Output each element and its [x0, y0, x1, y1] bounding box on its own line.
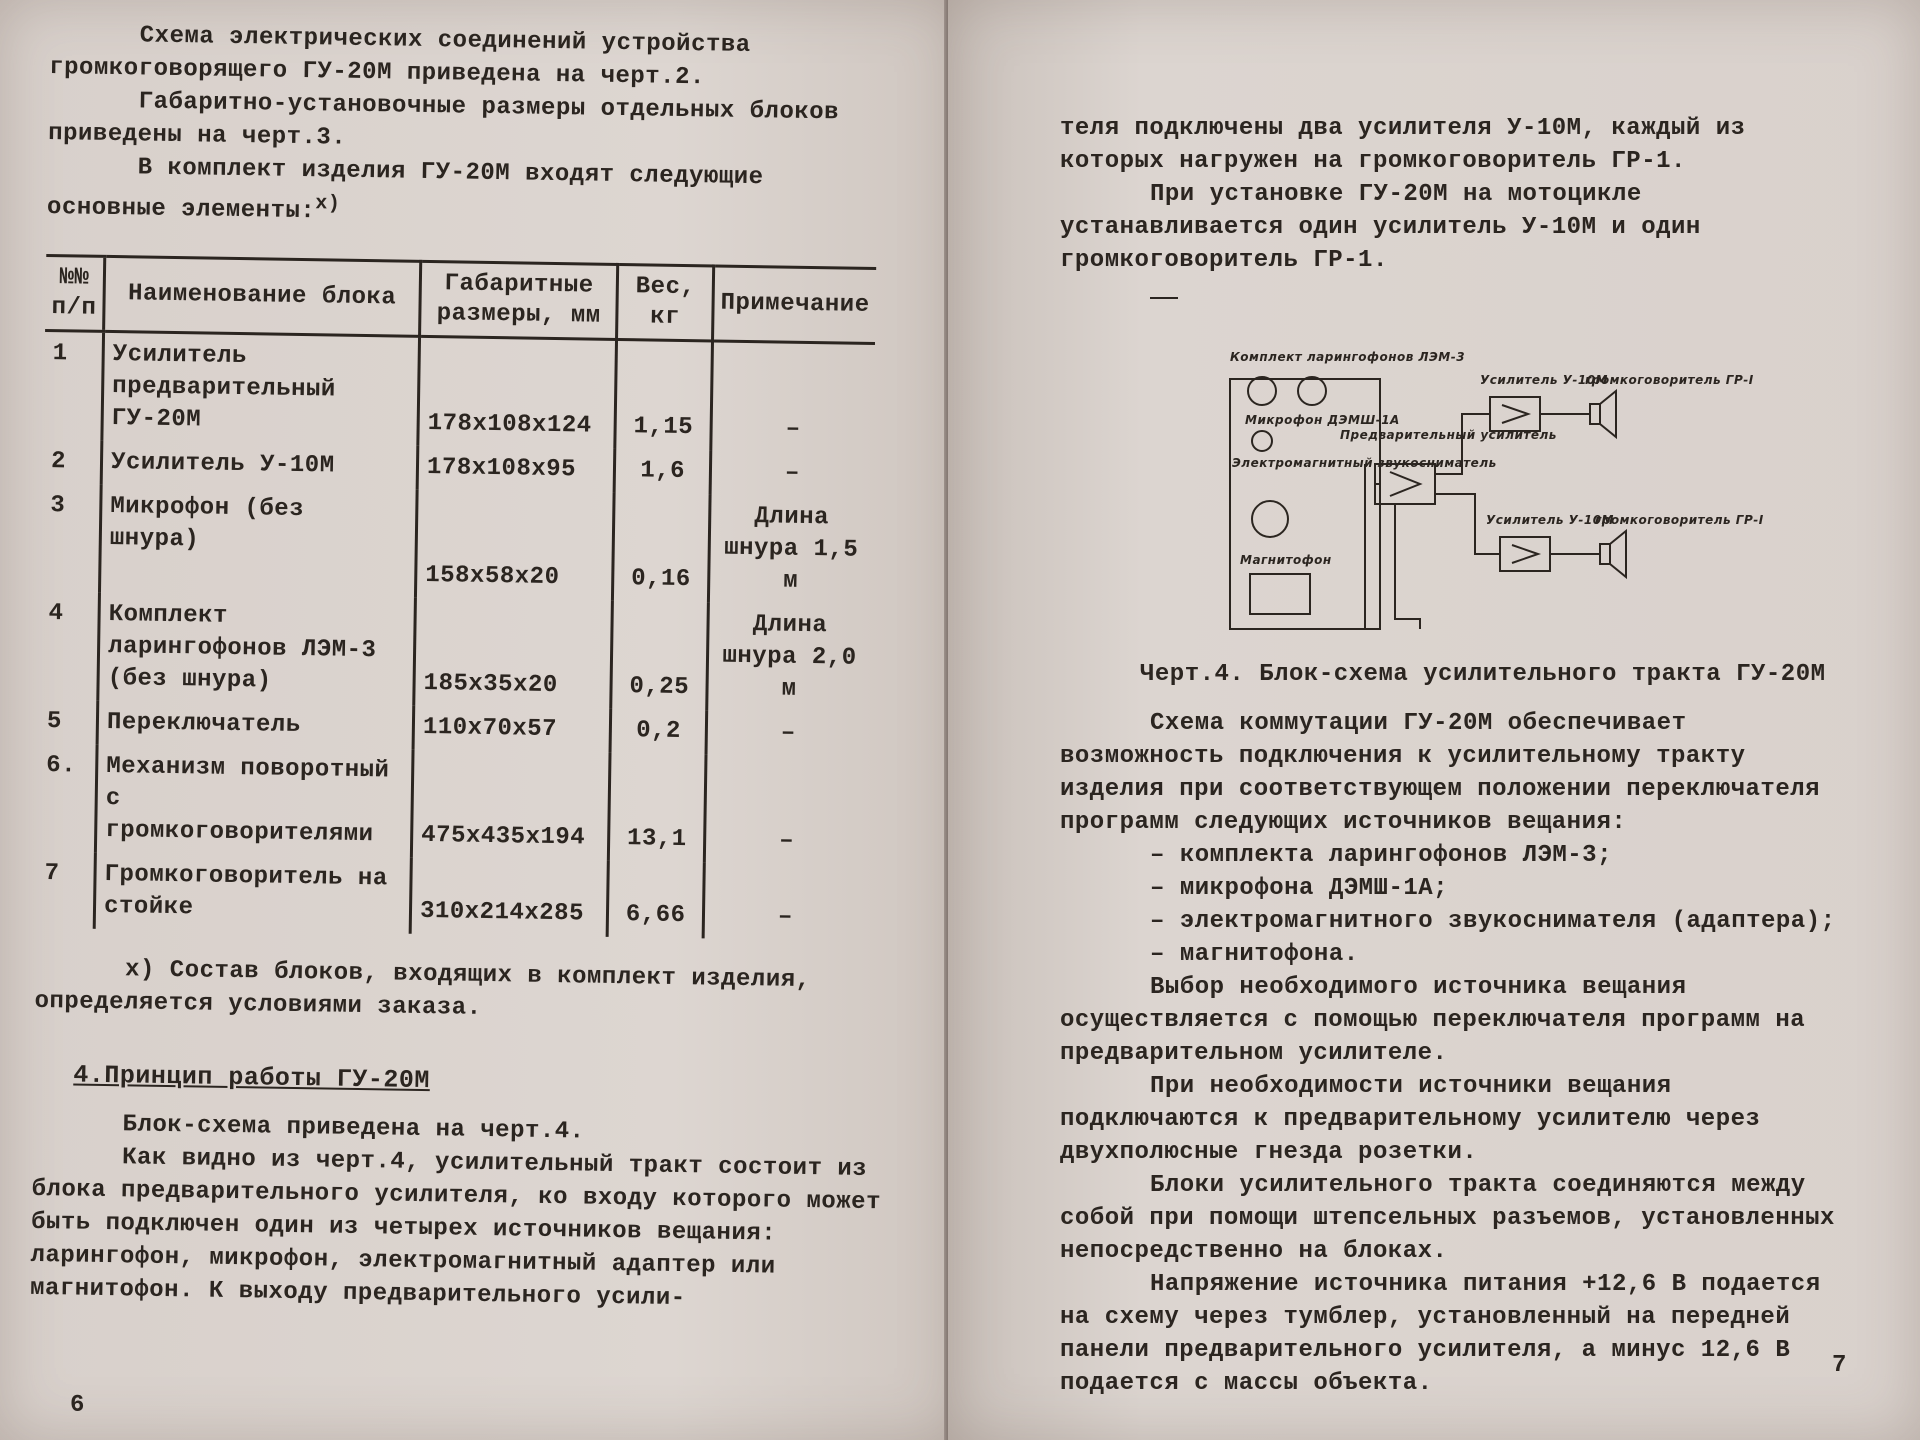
left-para-3: [47, 150, 898, 237]
row-weight: 6,66: [608, 861, 705, 938]
row-note: –: [778, 827, 795, 855]
section-title: 4.Принцип работы ГУ-20М: [73, 1060, 431, 1096]
row-dimensions: 475х435х194: [411, 750, 610, 861]
row-note: Длина шнура 2,0 м: [722, 611, 857, 703]
footnote: х) Состав блоков, входящих в комплект изделия, определяется условиями заказа.: [34, 956, 811, 1022]
row-number: 3: [50, 492, 66, 520]
table-row: [41, 484, 873, 605]
footnote-mark: х): [315, 192, 341, 216]
left-para-2: Габаритно-установочные размеры отдельных блоков приведены на черт.3.: [47, 88, 840, 152]
right-para-6: Блоки усилительного тракта соединяются между собой при помощи штепсельных разъемов, установленных непосредственно на блоках.: [1060, 1172, 1835, 1265]
header-note: Примечание: [712, 266, 876, 344]
table-row: [43, 330, 875, 453]
row-number: 5: [46, 708, 63, 736]
table-row: [36, 852, 867, 941]
components-table: [36, 254, 876, 941]
row-number: 7: [44, 860, 60, 888]
row-weight: 0,16: [613, 493, 710, 602]
table-row: [37, 744, 869, 865]
header-dimensions: Габаритные размеры, мм: [420, 261, 619, 339]
left-page-content: [30, 18, 900, 1318]
preamp-triangle: [1390, 472, 1420, 496]
laryngophone-icon: [1248, 377, 1276, 405]
separator-dash: [1150, 297, 1178, 299]
row-dimensions: 185х35х20: [414, 598, 613, 709]
list-item: – комплекта ларингофонов ЛЭМ-3;: [1150, 839, 1840, 872]
row-note: –: [784, 459, 801, 487]
row-number: 2: [50, 448, 67, 476]
laryngophone-icon: [1298, 377, 1326, 405]
row-weight: 1,15: [615, 339, 712, 450]
row-name: Усилитель предварительный ГУ-20М: [102, 331, 420, 445]
row-name: Громкоговоритель на стойке: [94, 853, 411, 934]
label-amp1: Усилитель У-10М: [1480, 373, 1608, 387]
row-number: 4: [48, 600, 64, 628]
right-para-3: Схема коммутации ГУ-20М обеспечивает возможность подключения к усилительному тракту изделия при соответствующем положении переключателя программ следующих источников вещания:: [1060, 710, 1821, 836]
preamp-block: [1375, 464, 1435, 504]
row-name: Микрофон (без шнура): [100, 485, 418, 598]
left-para-5: Как видно из черт.4, усилительный тракт состоит из блока предварительного усилителя, ко входу которого может быть подключен один из четырех источников вещания: ларингофон, микрофон, электромагнитный адаптер или магнитофон. К выходу предварительного усили-: [29, 1144, 882, 1313]
list-item: – магнитофона.: [1150, 938, 1840, 971]
amp2-block: [1500, 537, 1550, 571]
amp2-triangle: [1512, 545, 1538, 563]
list-item: – электромагнитного звукоснимателя (адаптера);: [1150, 905, 1840, 938]
label-recorder: Магнитофон: [1240, 553, 1332, 567]
page-number-right: 7: [1832, 1352, 1847, 1379]
left-para-3-text: В комплект изделия ГУ-20М входят следующие основные элементы:: [46, 154, 764, 226]
row-dimensions: 178х108х124: [418, 336, 617, 449]
microphone-icon: [1252, 431, 1272, 451]
label-amp2: Усилитель У-10М: [1486, 513, 1614, 527]
table-header-row: [45, 255, 876, 343]
row-dimensions: 110х70х57: [413, 706, 611, 753]
label-laryngophone: Комплект ларингофонов ЛЭМ-3: [1230, 350, 1466, 364]
source-list: [1150, 839, 1840, 971]
header-name: Наименование блока: [104, 256, 421, 336]
label-adapter: Электромагнитный звукосниматель: [1232, 456, 1497, 470]
right-para-1: теля подключены два усилителя У-10М, каждый из которых нагружен на громкоговоритель ГР-1.: [1060, 115, 1746, 175]
label-microphone: Микрофон ДЭМШ-1А: [1245, 413, 1400, 427]
adapter-icon: [1252, 501, 1288, 537]
wire-return: [1395, 504, 1420, 629]
amp1-triangle: [1502, 405, 1528, 423]
tape-recorder-icon: [1250, 574, 1310, 614]
row-weight: 0,25: [611, 601, 708, 710]
row-dimensions: 158х58х20: [415, 490, 614, 601]
block-diagram: [1190, 339, 1810, 639]
row-note: –: [777, 903, 794, 931]
right-para-2: При установке ГУ-20М на мотоцикле устанавливается один усилитель У-10М и один громкоговоритель ГР-1.: [1060, 181, 1701, 274]
header-number: №№ п/п: [45, 255, 105, 331]
row-weight: 13,1: [609, 753, 706, 862]
row-number: 6.: [46, 752, 77, 780]
row-name: Комплект ларингофонов ЛЭМ-3 (без шнура): [98, 593, 416, 706]
right-para-5: При необходимости источники вещания подключаются к предварительному усилителю через двухполюсные гнезда розетки.: [1060, 1073, 1761, 1166]
row-number: 1: [52, 340, 68, 368]
right-para-4: Выбор необходимого источника вещания осуществляется с помощью переключателя программ на предварительном усилителе.: [1060, 974, 1806, 1067]
row-name: Переключатель: [97, 701, 414, 750]
row-note: –: [780, 719, 796, 747]
right-page-content: [1060, 112, 1840, 1400]
table-row: [39, 592, 871, 713]
left-para-4: Блок-схема приведена на черт.4.: [122, 1111, 585, 1146]
right-para-7: Напряжение источника питания +12,6 В подается на схему через тумблер, установленный на передней панели предварительного усилителя, а минус 12,6 В подается с массы объекта.: [1060, 1271, 1821, 1397]
figure-caption: Черт.4. Блок-схема усилительного тракта ГУ-20М: [1140, 661, 1826, 688]
list-item: – микрофона ДЭМШ-1А;: [1150, 872, 1840, 905]
row-note: Длина шнура 1,5 м: [723, 503, 859, 595]
left-para-1: Схема электрических соединений устройства громкоговорящего ГУ-20М приведена на черт.2.: [49, 22, 751, 92]
label-speaker1: громкоговоритель ГР-I: [1585, 373, 1754, 387]
wire-ground: [1365, 464, 1380, 629]
page-number-left: 6: [70, 1392, 85, 1419]
label-preamp: Предварительный усилитель: [1340, 428, 1557, 442]
row-note: –: [785, 415, 801, 443]
row-name: Усилитель У-10М: [101, 441, 418, 490]
row-weight: 0,2: [610, 709, 706, 754]
speaker2-icon: [1600, 531, 1626, 577]
row-name: Механизм поворотный с громкоговорителями: [95, 745, 413, 858]
speaker1-icon: [1590, 391, 1616, 437]
amp1-block: [1490, 397, 1540, 431]
row-dimensions: 178х108х95: [417, 446, 615, 493]
label-speaker2: громкоговоритель ГР-I: [1595, 513, 1764, 527]
row-weight: 1,6: [615, 449, 711, 494]
row-dimensions: 310х214х285: [410, 858, 609, 937]
header-weight: Вес, кг: [617, 264, 714, 340]
